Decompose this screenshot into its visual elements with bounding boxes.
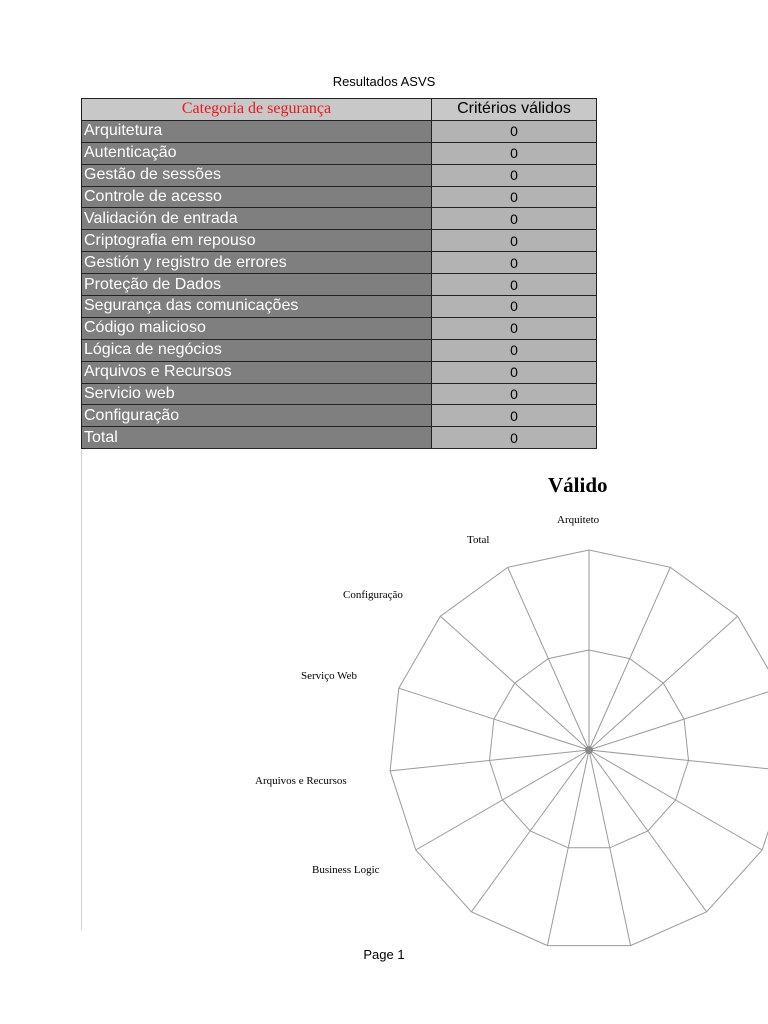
table-row (82, 317, 597, 339)
table-row (82, 186, 597, 208)
category-cell: Arquitetura (82, 120, 432, 142)
table-row (82, 252, 597, 274)
category-cell: Controle de acesso (82, 186, 432, 208)
category-cell: Criptografia em repouso (82, 230, 432, 252)
category-cell: Total (82, 427, 432, 449)
category-cell: Lógica de negócios (82, 339, 432, 361)
axis-label: Configuração (343, 589, 403, 601)
valid-criteria-cell: 0 (432, 296, 597, 318)
table-row (82, 427, 597, 449)
header-valid-criteria: Critérios válidos (432, 99, 597, 121)
table-row (82, 208, 597, 230)
axis-label: Serviço Web (301, 670, 358, 682)
radar-spoke (440, 616, 589, 750)
category-cell: Código malicioso (82, 317, 432, 339)
valid-criteria-cell: 0 (432, 274, 597, 296)
results-table (81, 98, 597, 449)
axis-label: Arquiteto (557, 514, 600, 526)
axis-label: Arquivos e Recursos (255, 775, 347, 787)
radar-chart-svg (82, 450, 608, 930)
valid-criteria-cell: 0 (432, 230, 597, 252)
valid-criteria-cell: 0 (432, 405, 597, 427)
table-row (82, 405, 597, 427)
valid-criteria-cell: 0 (432, 427, 597, 449)
valid-criteria-cell: 0 (432, 383, 597, 405)
category-cell: Gestão de sessões (82, 164, 432, 186)
category-cell: Arquivos e Recursos (82, 361, 432, 383)
valid-criteria-cell: 0 (432, 339, 597, 361)
category-cell: Validación de entrada (82, 208, 432, 230)
page-footer: Page 1 (363, 947, 405, 962)
radar-spoke (508, 567, 589, 750)
category-cell: Servicio web (82, 383, 432, 405)
table-row (82, 230, 597, 252)
valid-criteria-cell: 0 (432, 186, 597, 208)
valid-criteria-cell: 0 (432, 208, 597, 230)
table-row (82, 383, 597, 405)
category-cell: Segurança das comunicações (82, 296, 432, 318)
valid-criteria-cell: 0 (432, 164, 597, 186)
table-header-row (82, 99, 597, 121)
valid-criteria-cell: 0 (432, 120, 597, 142)
table-row (82, 274, 597, 296)
table-row (82, 296, 597, 318)
radar-spoke (399, 688, 589, 750)
category-cell: Proteção de Dados (82, 274, 432, 296)
table-row (82, 339, 597, 361)
table-row (82, 142, 597, 164)
valid-criteria-cell: 0 (432, 317, 597, 339)
category-cell: Configuração (82, 405, 432, 427)
table-row (82, 120, 597, 142)
radar-spoke (589, 616, 738, 750)
table-row (82, 164, 597, 186)
axis-label: Business Logic (312, 864, 380, 876)
radar-spoke (589, 567, 670, 750)
radar-grid-ring (390, 550, 768, 946)
valid-criteria-cell: 0 (432, 252, 597, 274)
header-category: Categoria de segurança (82, 99, 432, 121)
radar-chart (81, 450, 608, 930)
page-title: Resultados ASVS (332, 74, 436, 89)
radar-center-point (585, 746, 593, 754)
table-row (82, 361, 597, 383)
category-cell: Gestión y registro de errores (82, 252, 432, 274)
radar-spoke (589, 750, 768, 771)
axis-label: Total (467, 534, 490, 546)
valid-criteria-cell: 0 (432, 142, 597, 164)
chart-title: Válido (548, 473, 608, 497)
category-cell: Autenticação (82, 142, 432, 164)
valid-criteria-cell: 0 (432, 361, 597, 383)
radar-spoke (589, 688, 768, 750)
